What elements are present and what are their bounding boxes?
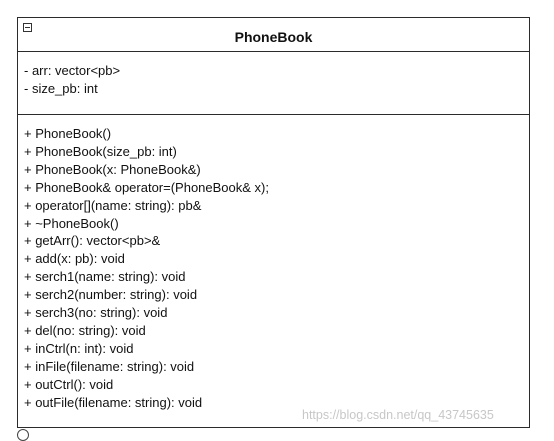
uml-class-box[interactable] (17, 17, 530, 428)
operation-item: + inCtrl(n: int): void (24, 340, 134, 356)
operation-item: + PhoneBook& operator=(PhoneBook& x); (24, 179, 269, 195)
class-header (18, 18, 529, 52)
operation-item: + getArr(): vector<pb>& (24, 233, 161, 249)
operation-item: + inFile(filename: string): void (24, 358, 195, 374)
operation-item: + serch1(name: string): void (24, 269, 186, 285)
operation-item: + PhoneBook() (24, 126, 112, 141)
watermark: https://blog.csdn.net/qq_43745635 (302, 408, 494, 422)
operation-item: + serch2(number: string): void (24, 287, 198, 303)
operation-item: + PhoneBook(size_pb: int) (24, 143, 177, 159)
operation-item: + serch3(no: string): void (24, 305, 168, 321)
operation-item: + del(no: string): void (24, 322, 146, 338)
class-name: PhoneBook (234, 29, 313, 45)
connector-handle-icon[interactable] (17, 429, 29, 441)
operation-item: + operator[](name: string): pb& (24, 197, 202, 213)
operation-item: + ~PhoneBook() (24, 215, 119, 231)
operation-item: + outCtrl(): void (24, 376, 114, 392)
operation-item: + outFile(filename: string): void (24, 394, 203, 410)
attributes-compartment (18, 52, 529, 115)
operations-compartment (18, 115, 529, 412)
operation-item: + add(x: pb): void (24, 251, 125, 267)
attribute-item: - arr: vector<pb> (24, 63, 121, 78)
attribute-item: - size_pb: int (24, 81, 98, 96)
operation-item: + PhoneBook(x: PhoneBook&) (24, 161, 201, 177)
